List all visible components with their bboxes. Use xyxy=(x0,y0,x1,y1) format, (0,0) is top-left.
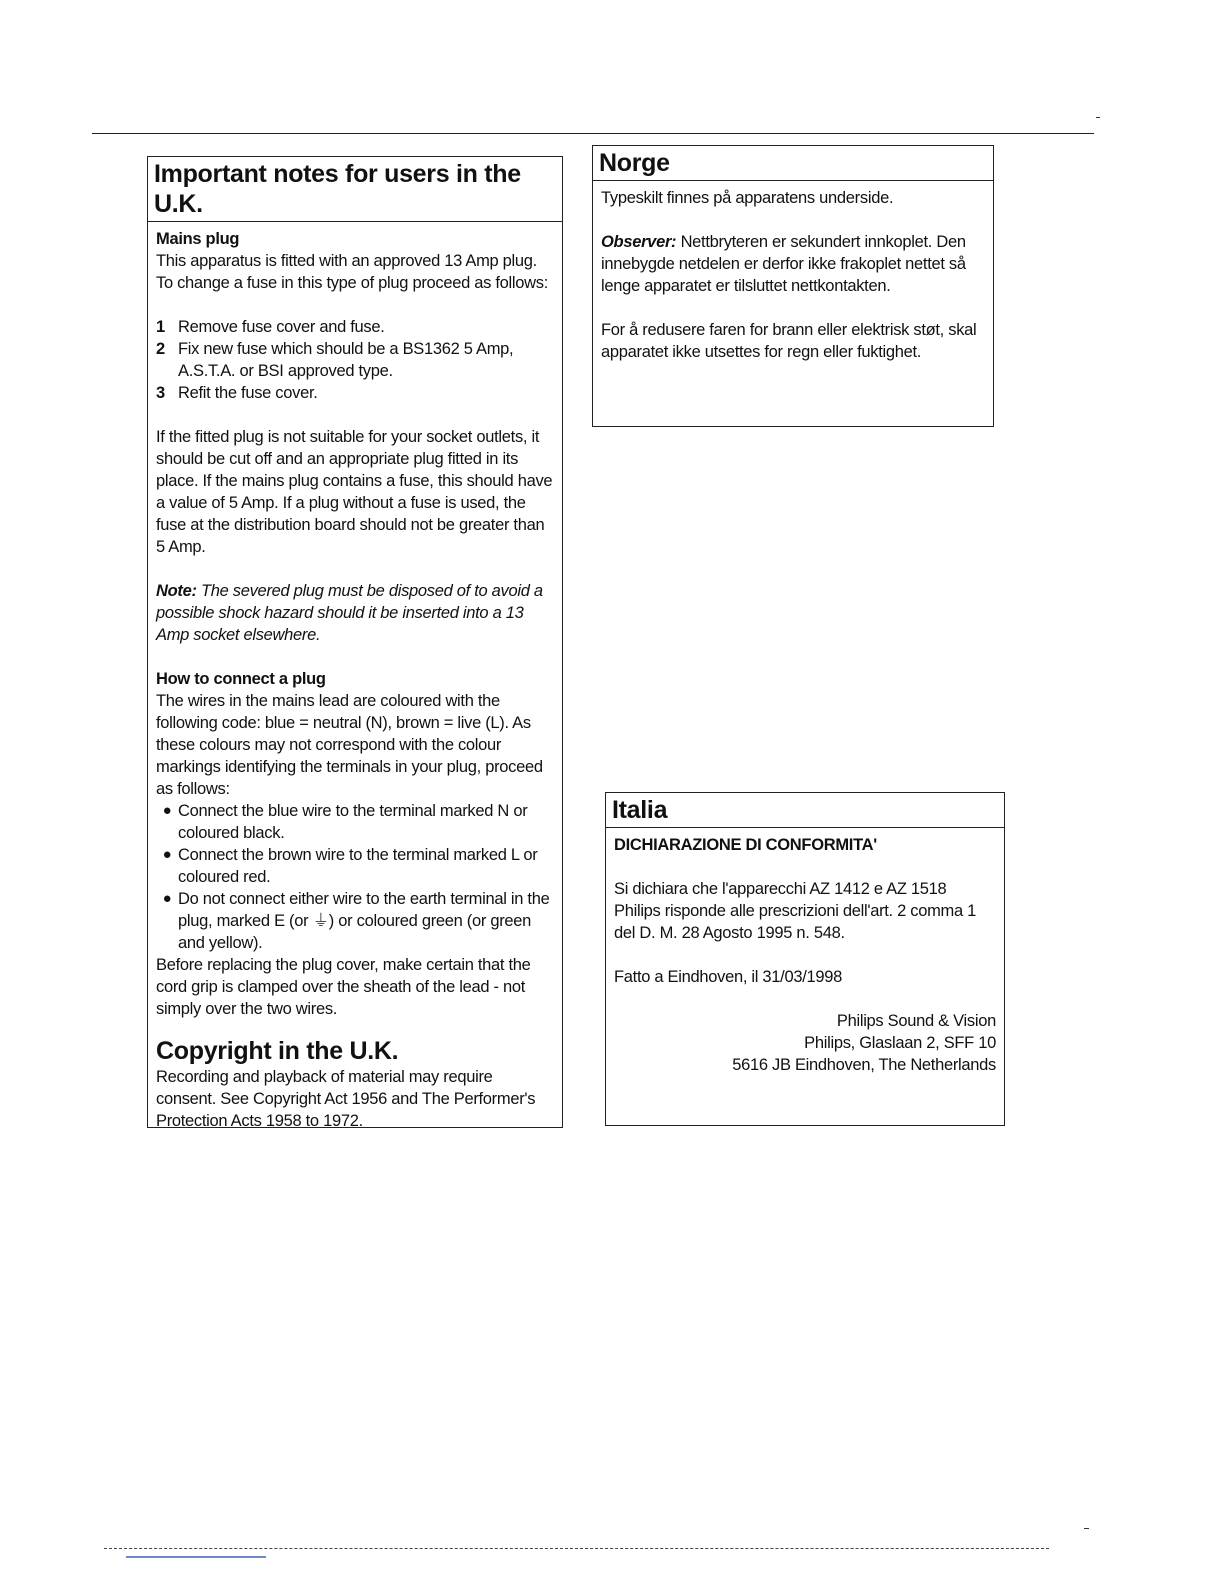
fuse-step: 3 Refit the fuse cover. xyxy=(156,384,318,402)
unsuitable-plug-text: If the fitted plug is not suitable for your socket outlets, it should be cut off and an appropriate plug fitted in its place. If the mains plug contains a fuse, this should have a value of 5 Amp. If a plug without a fuse is used, the fuse at the distribution board should not be greater than 5 Amp. xyxy=(156,428,553,556)
address-line: Philips, Glaslaan 2, SFF 10 xyxy=(804,1034,996,1052)
norge-box xyxy=(592,145,994,427)
copyright-title: Copyright in the U.K. xyxy=(156,1037,399,1065)
top-rule-mark xyxy=(1096,117,1100,118)
brann-warning-text: For å redusere faren for brann eller elektrisk støt, skal apparatet ikke utsettes for regn eller fuktighet. xyxy=(601,321,977,361)
uk-notes-body xyxy=(148,222,562,1138)
norge-title: Norge xyxy=(593,146,993,181)
fuse-steps-list xyxy=(156,316,554,404)
wiring-bullet: ● Connect the brown wire to the terminal marked L or coloured red. xyxy=(156,844,554,888)
connect-plug-text: The wires in the mains lead are coloured with the following code: blue = neutral (N), brown = live (L). As these colours may not correspond with the colour markings identifying the terminals in your plug, proceed as follows: xyxy=(156,692,543,798)
fatto-text: Fatto a Eindhoven, il 31/03/1998 xyxy=(614,968,842,986)
bullet-icon: ● xyxy=(162,890,172,907)
bottom-rule xyxy=(104,1548,1049,1549)
severed-plug-note xyxy=(156,580,554,646)
cord-grip-text: Before replacing the plug cover, make certain that the cord grip is clamped over the sheath of the lead - not simply over the two wires. xyxy=(156,956,531,1018)
mains-plug-heading: Mains plug xyxy=(156,230,240,248)
conformita-heading: DICHIARAZIONE DI CONFORMITA' xyxy=(614,836,877,854)
bottom-blue-rule xyxy=(126,1556,266,1558)
copyright-text: Recording and playback of material may require consent. See Copyright Act 1956 and The Performer's Protection Acts 1958 to 1972. xyxy=(156,1068,536,1130)
italia-title: Italia xyxy=(606,793,1004,828)
uk-notes-title: Important notes for users in the U.K. xyxy=(148,157,562,222)
dichiara-text: Si dichiara che l'apparecchi AZ 1412 e AZ 1518 Philips risponde alle prescrizioni dell'art. 2 comma 1 del D. M. 28 Agosto 1995 n. 548. xyxy=(614,880,977,942)
note-text: The severed plug must be disposed of to avoid a possible shock hazard should it be inserted into a 13 Amp socket elsewhere. xyxy=(156,582,543,644)
address-line: 5616 JB Eindhoven, The Netherlands xyxy=(732,1056,996,1074)
italia-body xyxy=(606,828,1004,1082)
bullet-icon: ● xyxy=(162,802,172,819)
observer-text: Nettbryteren er sekundert innkoplet. Den innebygde netdelen er derfor ikke frakoplet nettet så lenge apparatet er tilsluttet nettkontakten. xyxy=(601,233,966,295)
typeskilt-text: Typeskilt finnes på apparatens underside. xyxy=(601,189,894,207)
bullet-icon: ● xyxy=(162,846,172,863)
wiring-bullet: ● Do not connect either wire to the earth terminal in the plug, marked E (or ⏚) or coloured green (or green and yellow). xyxy=(156,888,554,954)
address-line: Philips Sound & Vision xyxy=(836,1012,996,1030)
fuse-step: 1 Remove fuse cover and fuse. xyxy=(156,318,385,336)
observer-label: Observer: xyxy=(601,233,677,251)
note-label: Note: xyxy=(156,582,197,600)
observer-note xyxy=(601,231,985,297)
fuse-step: 2 Fix new fuse which should be a BS1362 5 Amp, A.S.T.A. or BSI approved type. xyxy=(156,340,514,380)
norge-body xyxy=(593,181,993,369)
top-rule xyxy=(92,133,1094,134)
italia-box xyxy=(605,792,1005,1126)
uk-notes-box xyxy=(147,156,563,1128)
connect-plug-heading: How to connect a plug xyxy=(156,670,326,688)
wiring-bullets xyxy=(156,800,554,954)
bottom-rule-mark xyxy=(1084,1528,1089,1529)
mains-plug-text: This apparatus is fitted with an approved 13 Amp plug. To change a fuse in this type of plug proceed as follows: xyxy=(156,252,548,292)
wiring-bullet: ● Connect the blue wire to the terminal marked N or coloured black. xyxy=(156,800,554,844)
